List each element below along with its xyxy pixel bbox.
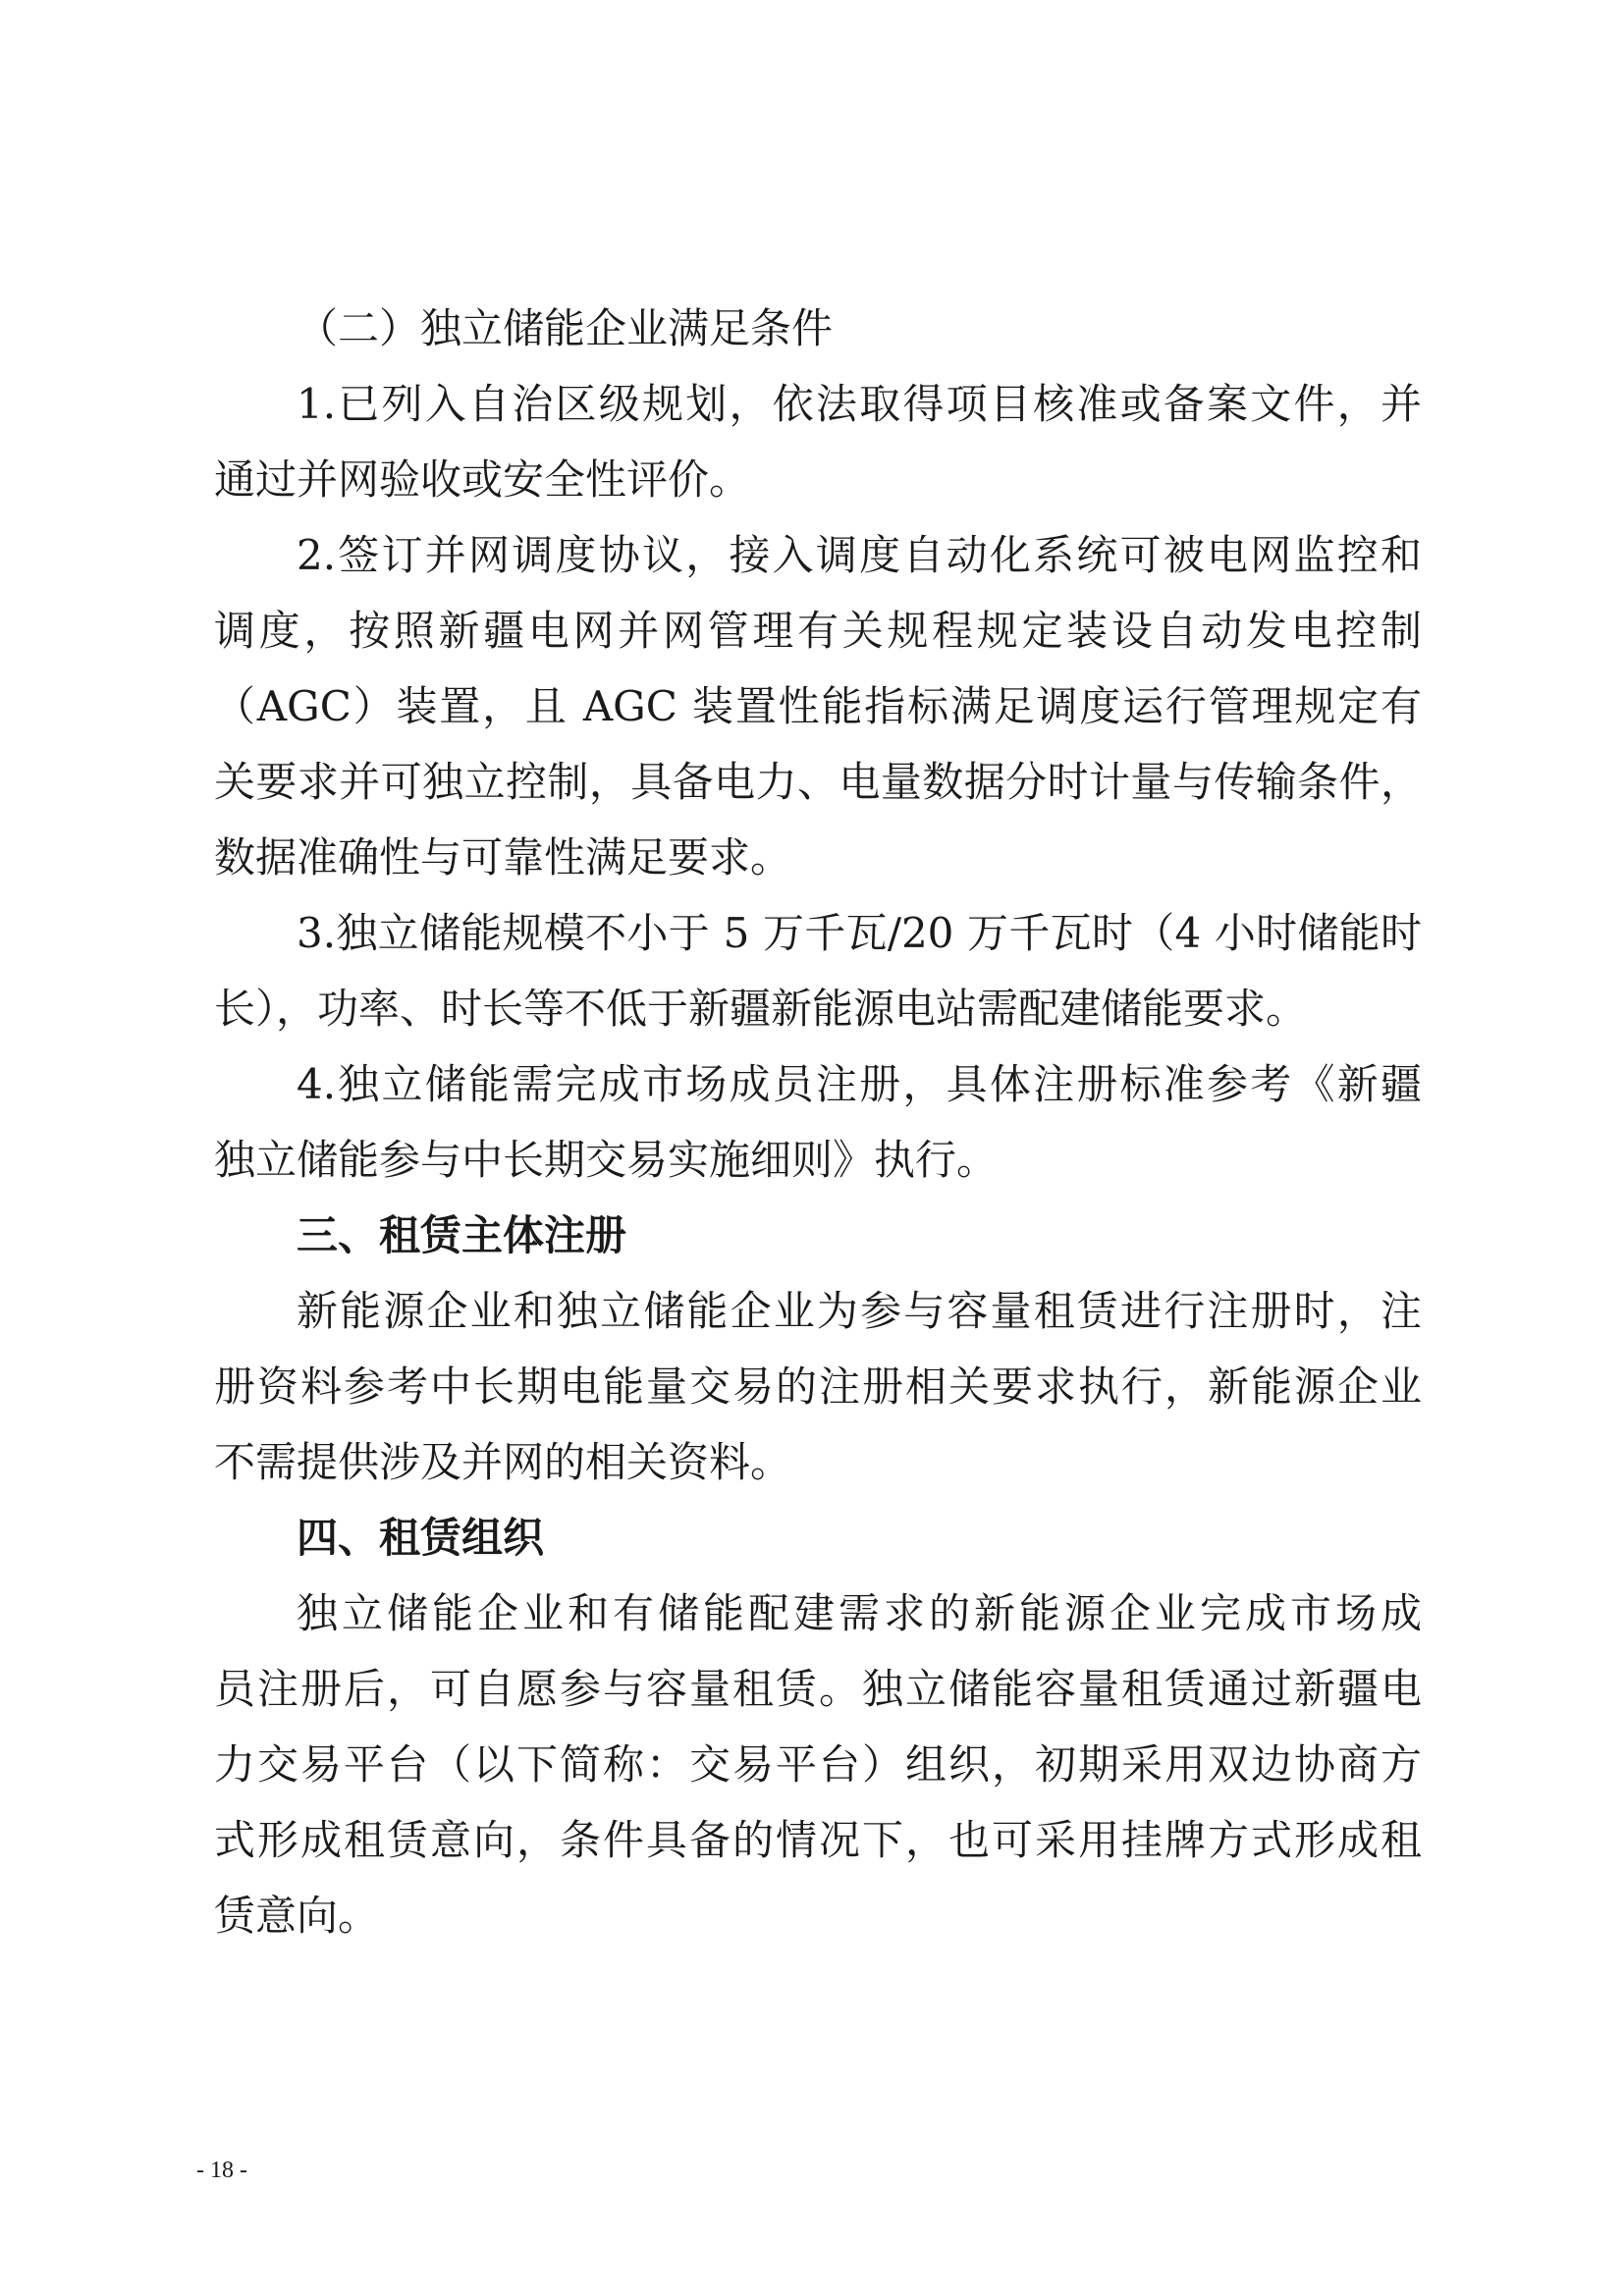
paragraph-line: 新能源企业和独立储能企业为参与容量租赁进行注册时，注 [297,1287,1422,1335]
paragraph-line: 3.独立储能规模不小于 5 万千瓦/20 万千瓦时（4 小时储能时 [297,909,1422,957]
subheading-independent-storage-conditions: （二）独立储能企业满足条件 [297,304,834,352]
page-number: - 18 - [196,2158,247,2183]
paragraph-line: 4.独立储能需完成市场成员注册，具体注册标准参考《新疆 [297,1060,1422,1108]
paragraph-line: 通过并网验收或安全性评价。 [214,455,751,504]
paragraph-line: 赁意向。 [214,1892,380,1940]
paragraph-line: 2.签订并网调度协议，接入调度自动化系统可被电网监控和 [297,531,1422,579]
paragraph-line: 册资料参考中长期电能量交易的注册相关要求执行，新能源企业 [214,1362,1422,1411]
paragraph-line: 式形成租赁意向，条件具备的情况下，也可采用挂牌方式形成租 [214,1816,1422,1864]
paragraph-line: 不需提供涉及并网的相关资料。 [214,1438,792,1486]
paragraph-line: 力交易平台（以下简称：交易平台）组织，初期采用双边协商方 [214,1740,1422,1789]
paragraph-line: 独立储能企业和有储能配建需求的新能源企业完成市场成 [297,1589,1422,1637]
paragraph-line: 独立储能参与中长期交易实施细则》执行。 [214,1136,999,1184]
heading-lease-subject-registration: 三、租赁主体注册 [297,1211,627,1259]
paragraph-line: （AGC）装置，且 AGC 装置性能指标满足调度运行管理规定有 [214,682,1422,730]
paragraph-line: 长），功率、时长等不低于新疆新能源电站需配建储能要求。 [214,985,1308,1033]
paragraph-line: 调度，按照新疆电网并网管理有关规程规定装设自动发电控制 [214,607,1422,655]
paragraph-line: 1.已列入自治区级规划，依法取得项目核准或备案文件，并 [297,380,1422,428]
heading-lease-organization: 四、租赁组织 [297,1514,545,1562]
paragraph-line: 关要求并可独立控制，具备电力、电量数据分时计量与传输条件， [214,758,1422,806]
paragraph-line: 员注册后，可自愿参与容量租赁。独立储能容量租赁通过新疆电 [214,1665,1422,1713]
paragraph-line: 数据准确性与可靠性满足要求。 [214,833,792,881]
